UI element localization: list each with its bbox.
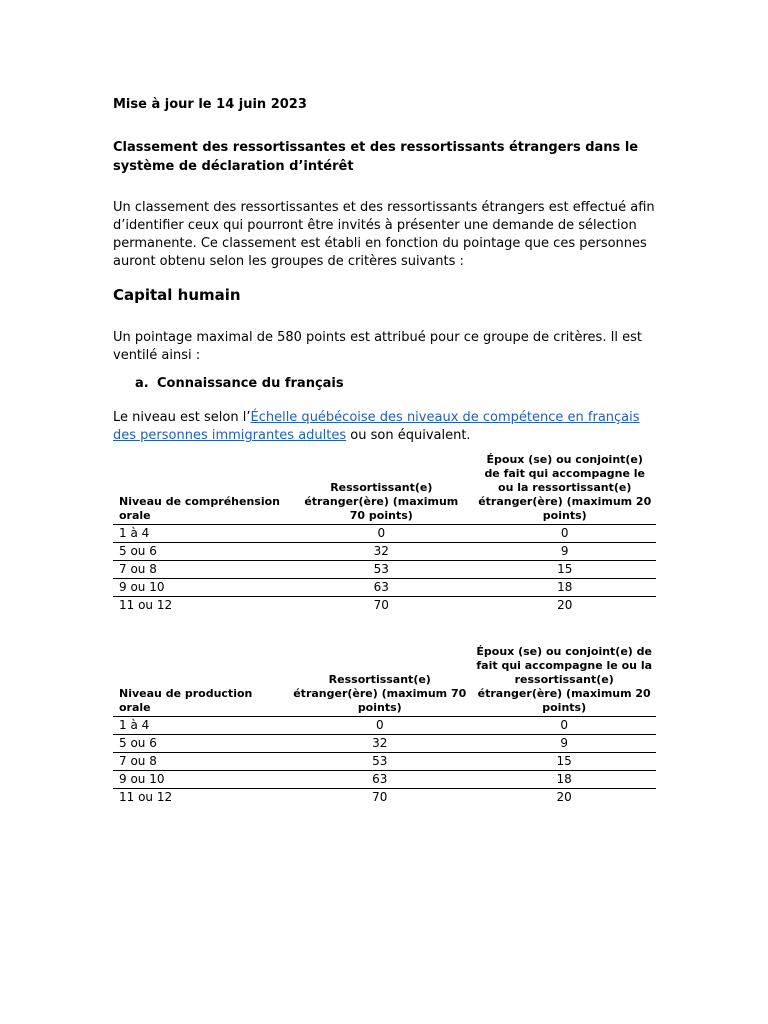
table-row [113,753,656,771]
cell-niveau: 9 ou 10 [113,771,287,789]
cell-ressortissant: 70 [373,598,389,612]
header-ressortissant: Ressortissant(e) étranger(ère) (maximum 70 points) [289,453,471,525]
table-row [113,561,656,579]
level-suffix: ou son équivalent. [346,428,471,443]
table-row [113,579,656,597]
table-production-orale [113,645,656,806]
table-row [113,735,656,753]
cell-conjoint: 9 [470,735,656,753]
cell-ressortissant: 0 [289,525,471,543]
cell-niveau: 11 ou 12 [119,790,173,804]
table-row [113,597,656,615]
document-title: Classement des ressortissantes et des ressortissants étrangers dans le système de déclaration d’intérêt [113,140,639,174]
header-conjoint: Époux (se) ou conjoint(e) de fait qui accompagne le ou la ressortissant(e) étranger(ère) (maximum 20 points) [470,645,656,717]
cell-conjoint: 0 [471,525,656,543]
header-conjoint: Époux (se) ou conjoint(e) de fait qui accompagne le ou la ressortissant(e) étranger(ère) (maximum 20 points) [471,453,656,525]
table-comprehension-orale [113,453,656,614]
cell-conjoint: 18 [471,579,656,597]
cell-conjoint: 20 [556,790,572,804]
cell-ressortissant: 32 [287,735,470,753]
table-row [113,789,656,807]
table-row [113,717,656,735]
cell-conjoint: 9 [471,543,656,561]
table-row [113,771,656,789]
intro-paragraph: Un classement des ressortissantes et des ressortissants étrangers est effectué afin d’identifier ceux qui pourront être invités à présenter une demande de sélection permanente. Ce classement est établi en fonction du pointage que ces personnes auront obtenu selon les groupes de critères suivants : [113,200,655,269]
level-paragraph [113,409,658,445]
cell-conjoint: 18 [470,771,656,789]
max-points-paragraph: Un pointage maximal de 580 points est attribué pour ce groupe de critères. Il est ventilé ainsi : [113,330,643,363]
cell-niveau: 7 ou 8 [113,753,287,771]
cell-ressortissant: 63 [287,771,470,789]
echelle-link[interactable]: Échelle québécoise des niveaux de compétence en français des personnes immigrantes adultes [113,410,640,443]
cell-ressortissant: 63 [289,579,471,597]
cell-conjoint: 15 [470,753,656,771]
subsection-marker: a. [135,376,149,391]
header-ressortissant: Ressortissant(e) étranger(ère) (maximum 70 points) [287,645,470,717]
table-header-row [113,453,656,525]
cell-niveau: 7 ou 8 [113,561,289,579]
subsection-heading [135,375,344,393]
update-date: Mise à jour le 14 juin 2023 [113,97,307,112]
cell-niveau: 5 ou 6 [113,543,289,561]
cell-ressortissant: 70 [372,790,388,804]
cell-conjoint: 0 [470,717,656,735]
cell-niveau: 11 ou 12 [119,598,173,612]
table-header-row [113,645,656,717]
header-niveau: Niveau de compréhension orale [113,453,289,525]
cell-ressortissant: 53 [287,753,470,771]
table-row [113,525,656,543]
cell-niveau: 1 à 4 [113,717,287,735]
cell-niveau: 5 ou 6 [113,735,287,753]
cell-niveau: 1 à 4 [113,525,289,543]
cell-conjoint: 20 [557,598,573,612]
table-row [113,543,656,561]
cell-niveau: 9 ou 10 [113,579,289,597]
header-niveau: Niveau de production orale [113,645,287,717]
cell-ressortissant: 53 [289,561,471,579]
section-heading-capital-humain: Capital humain [113,286,241,304]
level-prefix: Le niveau est selon l’ [113,410,251,425]
cell-ressortissant: 0 [287,717,470,735]
cell-conjoint: 15 [471,561,656,579]
cell-ressortissant: 32 [289,543,471,561]
subsection-title: Connaissance du français [157,376,344,391]
